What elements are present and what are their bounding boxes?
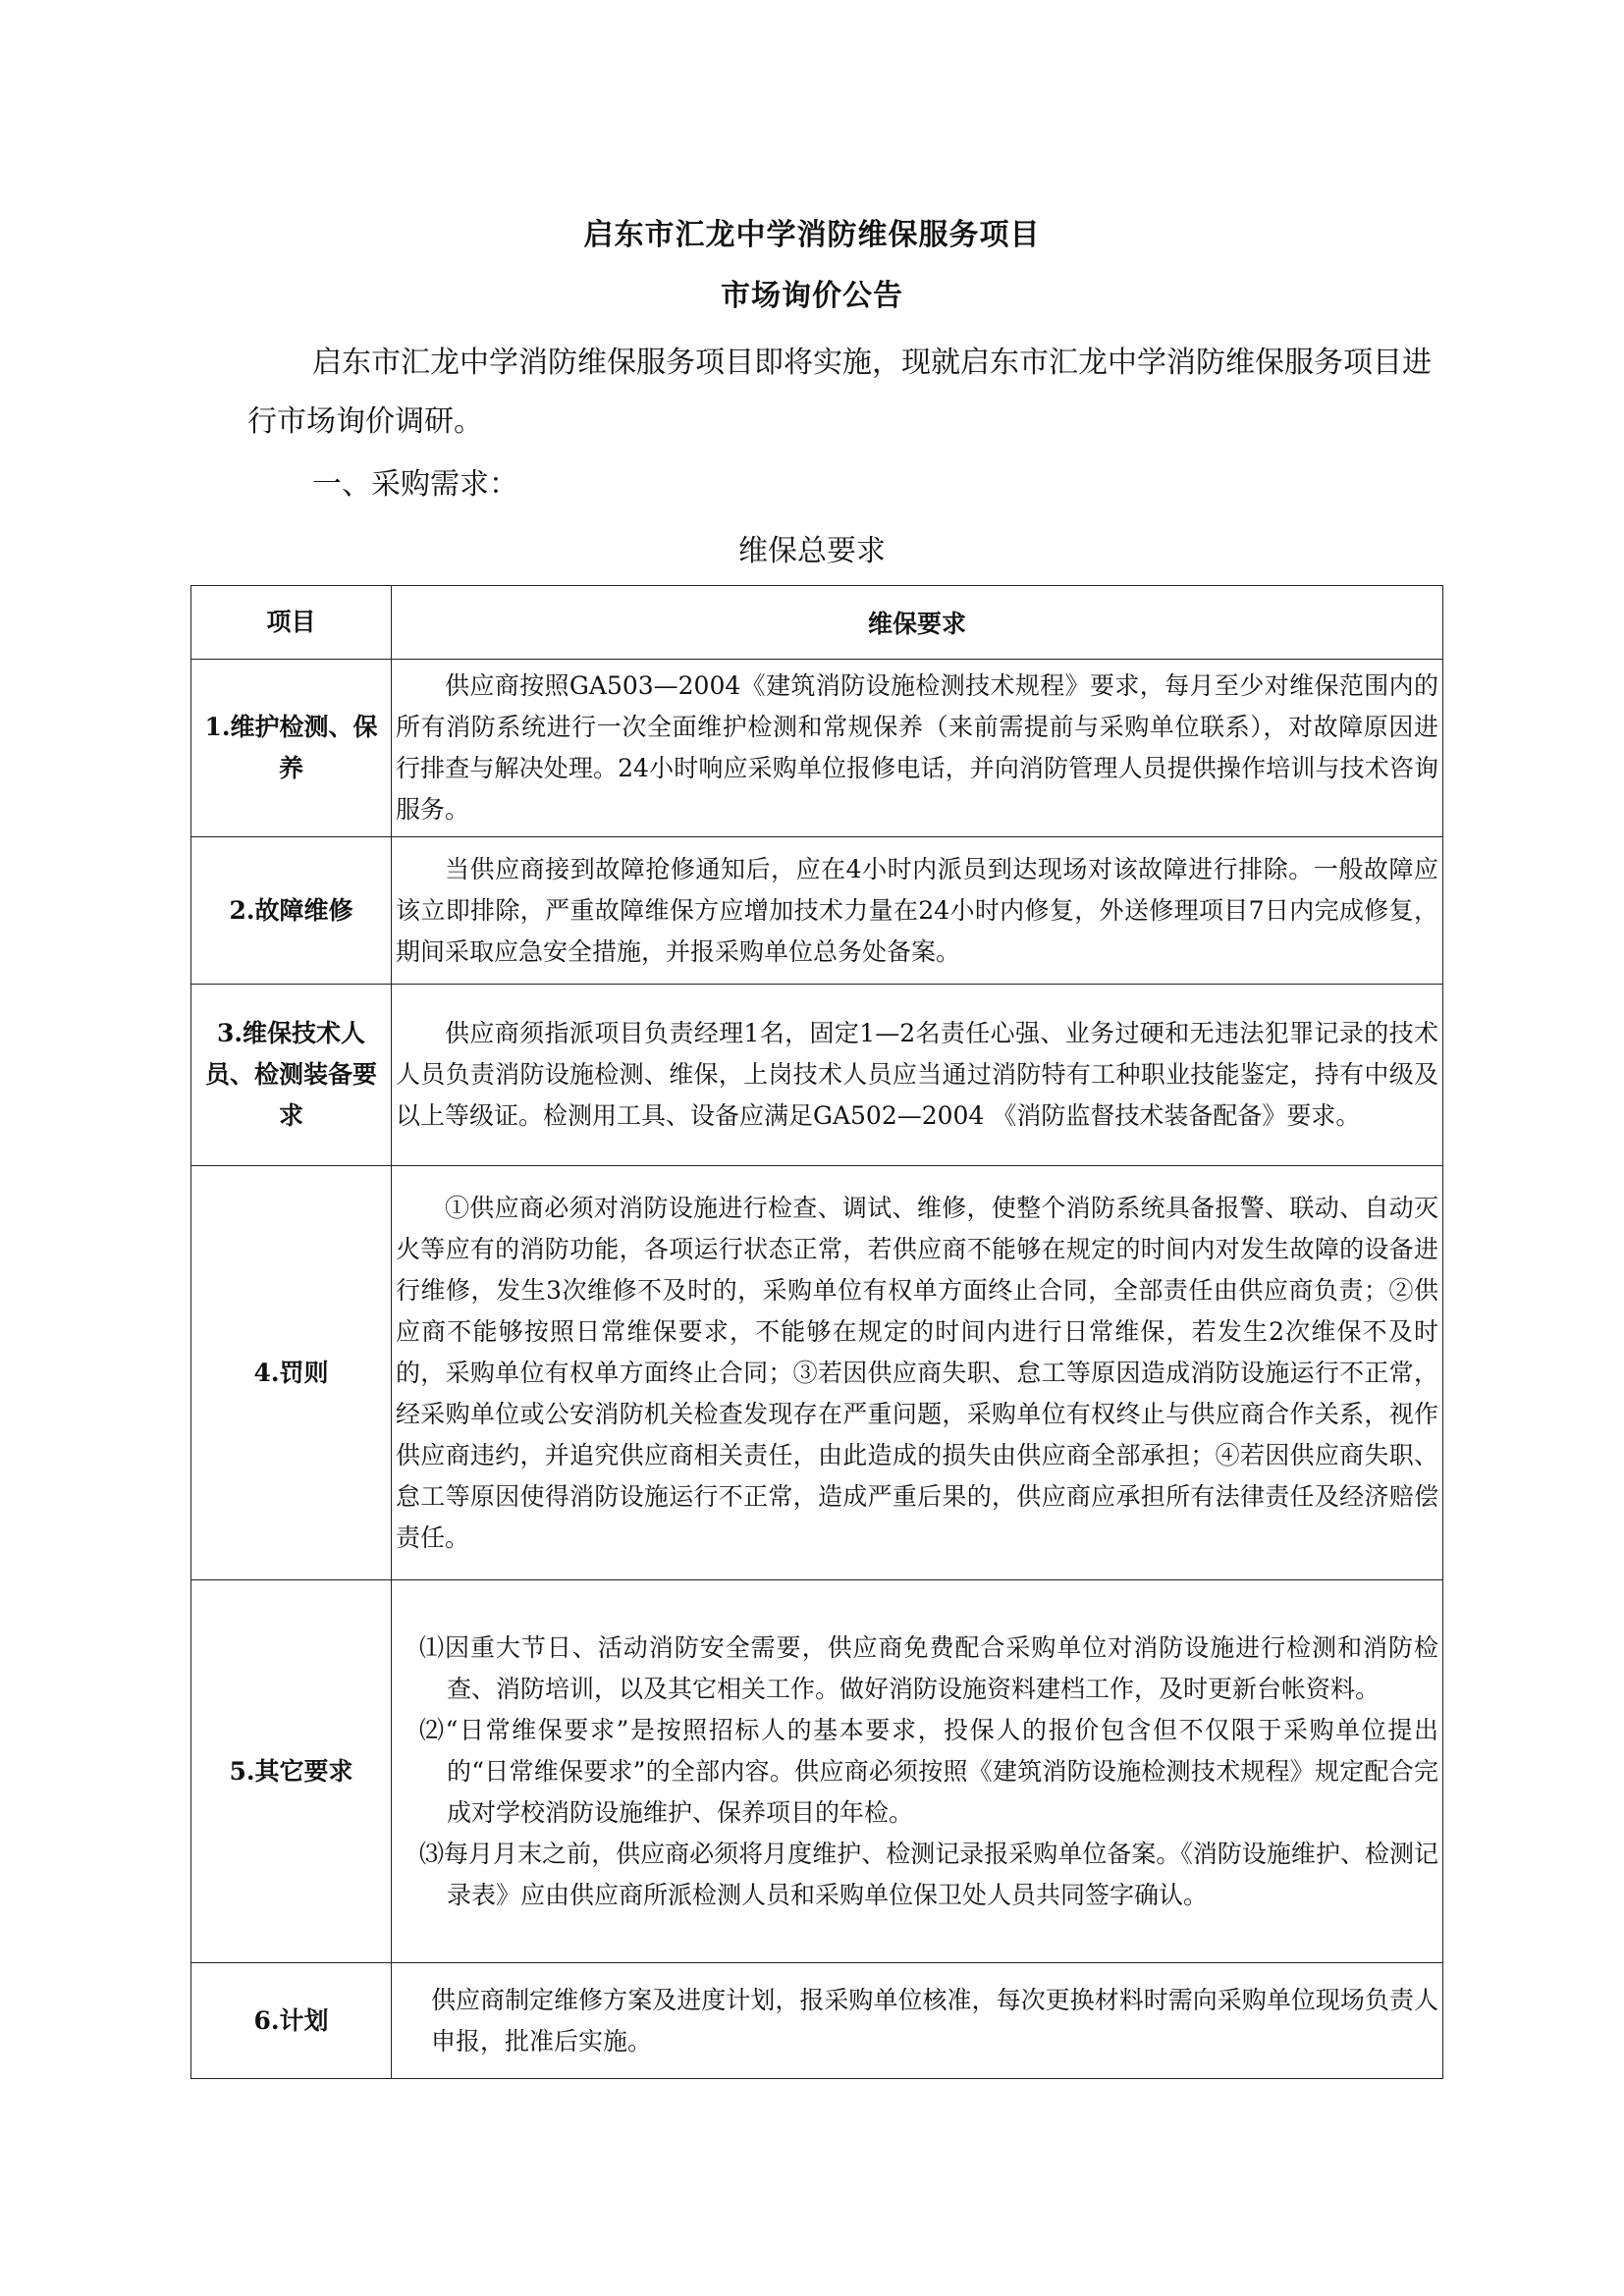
table-row	[191, 1963, 1443, 2079]
other-requirement-3: ⑶每月月末之前，供应商必须将月度维护、检测记录报采购单位备案。《消防设施维护、检测记录表》应由供应商所派检测人员和采购单位保卫处人员共同签字确认。	[419, 1839, 1438, 1909]
document-title-line-1: 启东市汇龙中学消防维保服务项目	[583, 218, 1041, 252]
row-item-label: 4.罚则	[191, 1166, 392, 1580]
row-item-label: 2.故障维修	[191, 837, 392, 985]
header-requirement: 维保要求	[392, 586, 1443, 660]
table-row	[191, 660, 1443, 837]
table-row	[191, 1166, 1443, 1580]
table-caption: 维保总要求	[738, 534, 886, 568]
row-requirement-text: 供应商制定维修方案及进度计划，报采购单位核准，每次更换材料时需向采购单位现场负责人申报，批准后实施。	[431, 1985, 1438, 2056]
other-requirement-1: ⑴因重大节日、活动消防安全需要，供应商免费配合采购单位对消防设施进行检测和消防检查、消防培训，以及其它相关工作。做好消防设施资料建档工作，及时更新台帐资料。	[419, 1632, 1438, 1703]
row-item-label: 1.维护检测、保养	[191, 660, 392, 837]
row-requirement-text: 供应商须指派项目负责经理1名，固定1—2名责任心强、业务过硬和无违法犯罪记录的技术人员负责消防设施检测、维保，上岗技术人员应当通过消防特有工种职业技能鉴定，持有中级及以上等级证。检测用工具、设备应满足GA502—2004 《消防监督技术装备配备》要求。	[396, 1019, 1438, 1130]
row-item-label: 3.维保技术人员、检测装备要求	[191, 985, 392, 1166]
table-header-row	[191, 586, 1443, 660]
table-row	[191, 1580, 1443, 1963]
row-requirement-text: ①供应商必须对消防设施进行检查、调试、维修，使整个消防系统具备报警、联动、自动灭火等应有的消防功能，各项运行状态正常，若供应商不能够在规定的时间内对发生故障的设备进行维修，发生3次维修不及时的，采购单位有权单方面终止合同，全部责任由供应商负责；②供应商不能够按照日常维保要求，不能够在规定的时间内进行日常维保，若发生2次维保不及时的，采购单位有权单方面终止合同；③若因供应商失职、怠工等原因造成消防设施运行不正常，经采购单位或公安消防机关检查发现存在严重问题，采购单位有权终止与供应商合作关系，视作供应商违约，并追究供应商相关责任，由此造成的损失由供应商全部承担；④若因供应商失职、怠工等原因使得消防设施运行不正常，造成严重后果的，供应商应承担所有法律责任及经济赔偿责任。	[396, 1193, 1438, 1552]
row-requirement-text: 供应商按照GA503—2004《建筑消防设施检测技术规程》要求，每月至少对维保范围内的所有消防系统进行一次全面维护检测和常规保养（来前需提前与采购单位联系），对故障原因进行排查与解决处理。24小时响应采购单位报修电话，并向消防管理人员提供操作培训与技术咨询服务。	[396, 671, 1438, 824]
requirements-table	[190, 585, 1443, 2079]
row-item-label: 5.其它要求	[191, 1580, 392, 1963]
document-title-line-2: 市场询价公告	[721, 279, 903, 313]
row-item-label: 6.计划	[191, 1963, 392, 2079]
row-requirement-text: 当供应商接到故障抢修通知后，应在4小时内派员到达现场对该故障进行排除。一般故障应该立即排除，严重故障维保方应增加技术力量在24小时内修复，外送修理项目7日内完成修复，期间采取应急安全措施，并报采购单位总务处备案。	[396, 854, 1438, 966]
intro-paragraph: 启东市汇龙中学消防维保服务项目即将实施，现就启东市汇龙中学消防维保服务项目进行市场询价调研。	[247, 346, 1432, 439]
section-heading-procurement-needs: 一、采购需求：	[312, 467, 518, 502]
header-item: 项目	[191, 586, 392, 660]
table-row	[191, 837, 1443, 985]
other-requirement-2: ⑵“日常维保要求”是按照招标人的基本要求，投保人的报价包含但不仅限于采购单位提出的“日常维保要求”的全部内容。供应商必须按照《建筑消防设施检测技术规程》规定配合完成对学校消防设施维护、保养项目的年检。	[419, 1715, 1438, 1827]
table-row	[191, 985, 1443, 1166]
